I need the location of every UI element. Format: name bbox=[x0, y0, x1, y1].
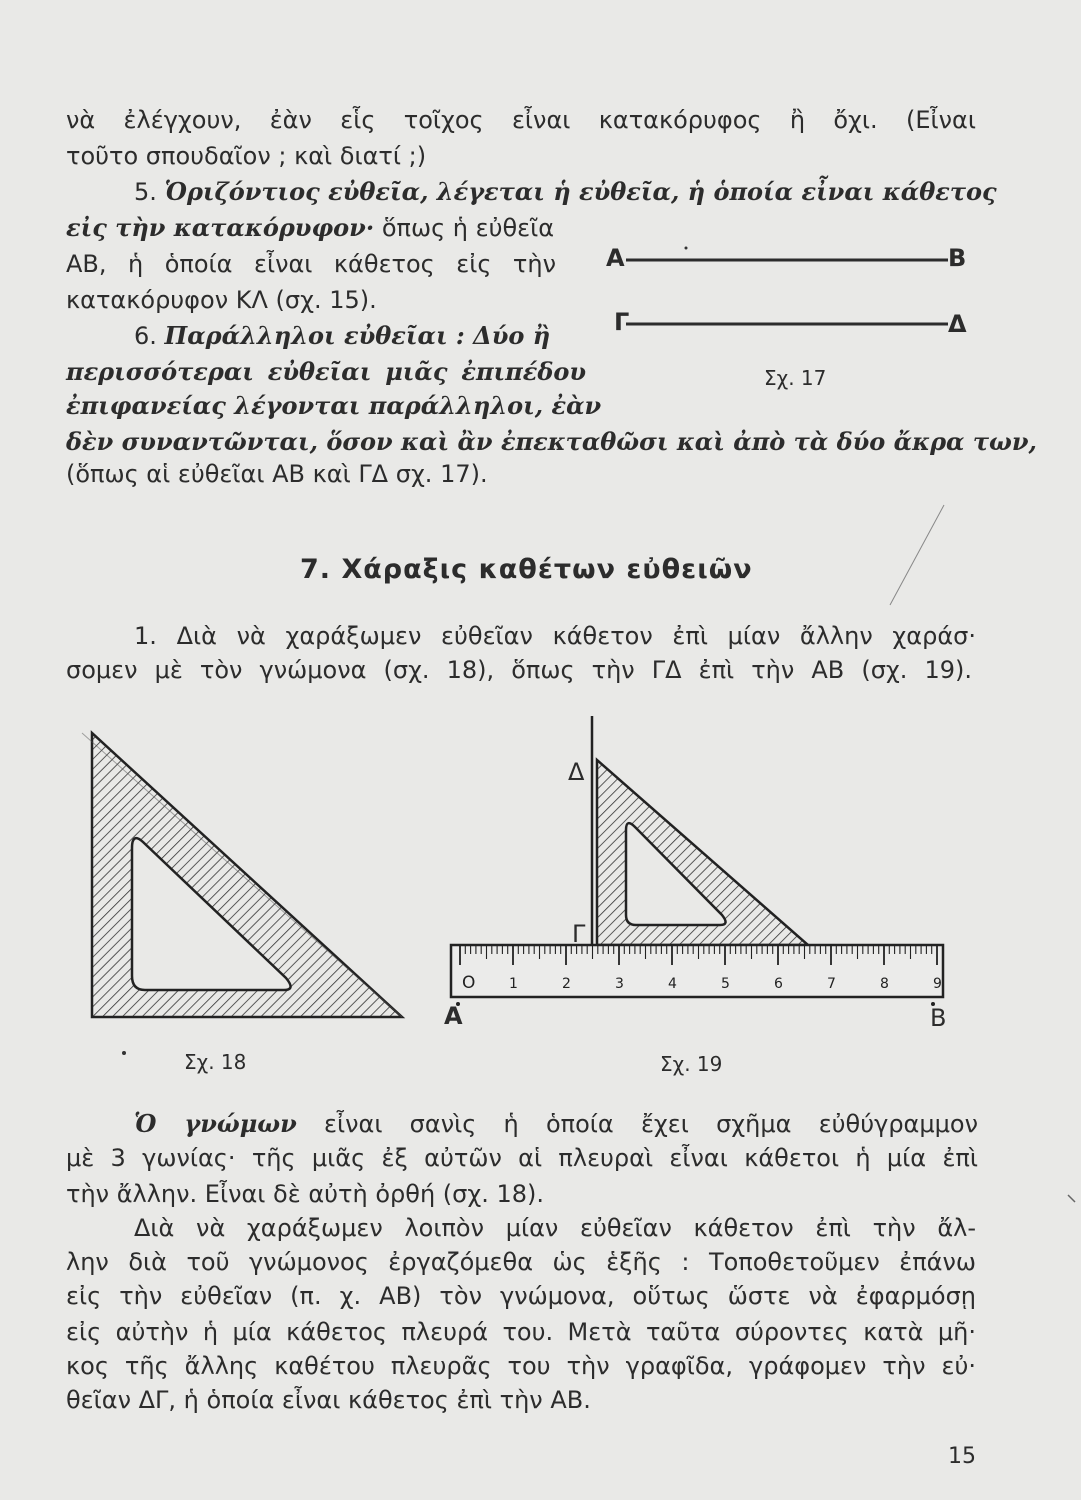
text-line: νὰ ἐλέγχουν, ἐὰν εἷς τοῖχος εἶναι κατακόρυφος ἢ ὄχι. (Εἶναι bbox=[66, 106, 976, 134]
italic-term: δὲν συναντῶνται, ὅσον καὶ ἂν ἐπεκταθῶσι καὶ ἀπὸ τὰ δύο ἄκρα των, bbox=[66, 427, 1037, 456]
ruler-number: O bbox=[462, 973, 476, 993]
stray-mark bbox=[890, 505, 944, 605]
item-number: 6. bbox=[134, 322, 165, 350]
italic-term: Ὁ γνώμων bbox=[134, 1109, 297, 1138]
ruler-number: 6 bbox=[774, 976, 783, 992]
figure-caption: Σχ. 18 bbox=[184, 1050, 247, 1074]
section-heading: 7. Χάραξις καθέτων εὐθειῶν bbox=[300, 554, 753, 585]
text-line: Διὰ νὰ χαράξωμεν λοιπὸν μίαν εὐθεῖαν κάθετον ἐπὶ τὴν ἄλ- bbox=[134, 1214, 976, 1242]
italic-term: Παράλληλοι εὐθεῖαι : Δύο ἢ bbox=[164, 321, 551, 350]
dot bbox=[685, 247, 688, 250]
label-g: Γ bbox=[614, 308, 630, 336]
stray-mark bbox=[1068, 1195, 1075, 1202]
italic-term: ἐπιφανείας λέγονται παράλληλοι, ἐὰν bbox=[66, 391, 602, 420]
label-a: Α bbox=[606, 244, 625, 272]
text-span: εἶναι σανὶς ἡ ὁποία ἔχει σχῆμα εὐθύγραμμον bbox=[296, 1110, 979, 1138]
italic-term: εἰς τὴν κατακόρυφον· bbox=[66, 213, 375, 242]
text-line: (ὅπως αἱ εὐθεῖαι ΑΒ καὶ ΓΔ σχ. 17). bbox=[66, 460, 488, 488]
ruler-number: 5 bbox=[721, 976, 730, 992]
label-d: Δ bbox=[568, 758, 585, 786]
italic-term: Ὁριζόντιος εὐθεῖα, λέγεται ἡ εὐθεῖα, ἡ ὁποία εἶναι κάθετος bbox=[164, 177, 997, 206]
dot bbox=[122, 1051, 126, 1055]
text-line: τοῦτο σπουδαῖον ; καὶ διατί ;) bbox=[66, 142, 427, 170]
definition-set-square bbox=[66, 1108, 978, 1140]
text-line: κος τῆς ἄλλης καθέτου πλευρᾶς του τὴν γραφῖδα, γράφομεν τὴν εὐ· bbox=[66, 1352, 976, 1380]
text-line: κατακόρυφον ΚΛ (σχ. 15). bbox=[66, 286, 377, 314]
text-line: μὲ 3 γωνίας· τῆς μιᾶς ἐξ αὐτῶν αἱ πλευραὶ εἶναι κάθετοι ἡ μία ἐπὶ bbox=[66, 1144, 978, 1172]
item-number: 5. bbox=[134, 178, 165, 206]
ruler-number: 7 bbox=[827, 976, 836, 992]
ruler-number: 9 bbox=[933, 976, 942, 992]
set-square-19 bbox=[597, 760, 808, 945]
ruler-number: 8 bbox=[880, 976, 889, 992]
label-d: Δ bbox=[948, 310, 967, 338]
text-span: ὅπως ἡ εὐθεῖα bbox=[374, 214, 555, 242]
ruler-number: 2 bbox=[562, 976, 571, 992]
ruler-number: 3 bbox=[615, 976, 624, 992]
label-b: Β bbox=[930, 1004, 947, 1032]
page-number: 15 bbox=[948, 1444, 976, 1469]
ruler-number: 1 bbox=[509, 976, 518, 992]
label-g: Γ bbox=[572, 920, 586, 948]
ruler bbox=[451, 945, 943, 997]
text-line: λην διὰ τοῦ γνώμονος ἐργαζόμεθα ὡς ἑξῆς : Τοποθετοῦμεν ἐπάνω bbox=[66, 1248, 976, 1276]
figure-caption: Σχ. 17 bbox=[764, 366, 827, 390]
text-line: τὴν ἄλλην. Εἶναι δὲ αὐτὴ ὀρθή (σχ. 18). bbox=[66, 1180, 545, 1208]
set-square-18 bbox=[92, 733, 402, 1017]
figure-caption: Σχ. 19 bbox=[660, 1052, 723, 1076]
text-line: εἰς αὐτὴν ἡ μία κάθετος πλευρά του. Μετὰ ταῦτα σύροντες κατὰ μῆ· bbox=[66, 1318, 976, 1346]
text-line: ΑΒ, ἡ ὁποία εἶναι κάθετος εἰς τὴν bbox=[66, 250, 556, 278]
label-b: Β bbox=[948, 244, 967, 272]
ruler-number: 4 bbox=[668, 976, 677, 992]
text-line: εἰς τὴν εὐθεῖαν (π. χ. ΑΒ) τὸν γνώμονα, οὕτως ὥστε νὰ ἐφαρμόσῃ bbox=[66, 1282, 976, 1310]
italic-term: περισσότεραι εὐθεῖαι μιᾶς ἐπιπέδου bbox=[66, 357, 586, 386]
text-line: 1. Διὰ νὰ χαράξωμεν εὐθεῖαν κάθετον ἐπὶ μίαν ἄλλην χαράσ· bbox=[134, 622, 976, 650]
label-a: Α bbox=[444, 1002, 463, 1030]
text-line: σομεν μὲ τὸν γνώμονα (σχ. 18), ὅπως τὴν ΓΔ ἐπὶ τὴν ΑΒ (σχ. 19). bbox=[66, 656, 972, 684]
text-line: θεῖαν ΔΓ, ἡ ὁποία εἶναι κάθετος ἐπὶ τὴν ΑΒ. bbox=[66, 1386, 591, 1414]
